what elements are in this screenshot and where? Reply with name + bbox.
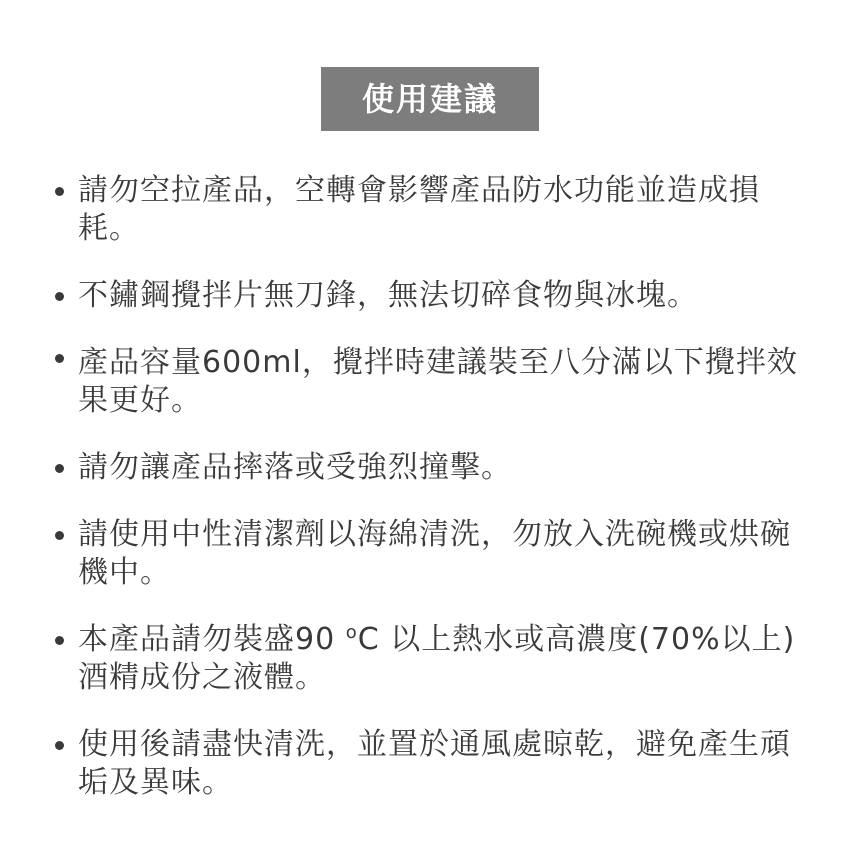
title-wrap: [0, 67, 860, 131]
bullet-icon: [55, 292, 64, 301]
tip-text: 不鏽鋼攪拌片無刀鋒，無法切碎食物與冰塊。: [78, 278, 698, 313]
bullet-icon: [55, 636, 64, 645]
bullet-icon: [55, 187, 64, 196]
tip-text: 請勿讓產品摔落或受強烈撞擊。: [78, 450, 512, 485]
degree-symbol: o: [345, 622, 358, 643]
list-item: [46, 726, 816, 802]
bullet-icon: [55, 531, 64, 540]
list-item: [46, 277, 816, 315]
bullet-icon: [55, 464, 64, 473]
bullet-icon: [55, 741, 64, 750]
tip-text: 請使用中性清潔劑以海綿清洗，勿放入洗碗機或烘碗機中。: [78, 517, 791, 590]
tip-text: 請勿空拉產品，空轉會影響產品防水功能並造成損耗。: [78, 173, 760, 246]
list-item: [46, 516, 816, 592]
tip-text: 產品容量600ml，攪拌時建議裝至八分滿以下攪拌效果更好。: [78, 345, 798, 418]
page-title: 使用建議: [321, 67, 539, 131]
tip-text: 使用後請盡快清洗，並置於通風處晾乾，避免產生頑垢及異味。: [78, 727, 791, 800]
usage-tips-list: [46, 172, 816, 831]
bullet-icon: [55, 354, 64, 363]
list-item: [46, 172, 816, 248]
tip-text-after-degree: C 以上熱水或高濃度(70%以上)酒精成份之液體。: [78, 622, 796, 695]
list-item: [46, 621, 816, 697]
list-item: [46, 449, 816, 487]
list-item: [46, 344, 816, 420]
tip-text-before-degree: 本產品請勿裝盛90: [78, 622, 346, 657]
